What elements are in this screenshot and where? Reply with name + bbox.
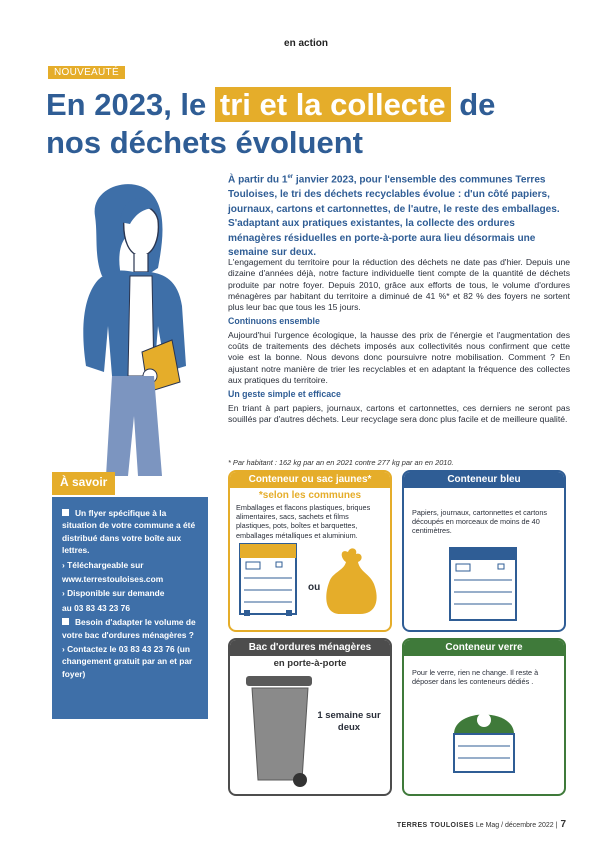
page-footer xyxy=(0,819,566,830)
card-om-frequency: 1 semaine sur deux xyxy=(317,710,381,733)
grey-wheelie-bin-icon xyxy=(242,676,322,790)
green-glass-container-icon xyxy=(404,694,564,774)
body-paragraph-1: L'engagement du territoire pour la réduction des déchets ne date pas d'hier. Depuis une dizaine d'années déjà, notre facture individuelle tient compte de la quantité de déchets produite par notre foyer. Depuis 2010, grâce aux efforts de tous, le volume d'ordures ménagères par habitant du territoire a diminué de 41 %* et 82 % des foyers ne sortent plus leur bac que tous les 15 jours. xyxy=(228,257,570,313)
title-part1: En 2023, le xyxy=(46,87,207,122)
title-line2: nos déchets évoluent xyxy=(46,125,363,160)
a-savoir-tag: À savoir xyxy=(52,472,115,495)
nouveaute-badge: NOUVEAUTÉ xyxy=(48,66,125,79)
page-number: 7 xyxy=(560,819,566,830)
subheading-continuons: Continuons ensemble xyxy=(228,316,320,327)
card-conteneur-verre xyxy=(402,638,566,796)
card-om-subtitle: en porte-à-porte xyxy=(273,658,347,669)
card-conteneur-jaune xyxy=(228,470,392,632)
card-verre-text: Pour le verre, rien ne change. Il reste à déposer dans les conteneurs dédiés . xyxy=(412,668,539,687)
title-part2: de xyxy=(459,87,496,122)
card-verre-title: Conteneur verre xyxy=(404,640,564,656)
card-bleu-title: Conteneur bleu xyxy=(404,472,564,488)
card-bleu-text: Papiers, journaux, cartonnettes et cartons découpés en morceaux de moins de 40 centimètres. xyxy=(412,508,548,536)
article-title xyxy=(46,86,566,162)
card-jaune-or: ou xyxy=(308,582,321,593)
footnote: * Par habitant : 162 kg par an en 2021 contre 277 kg par an en 2010. xyxy=(228,458,454,467)
a-savoir-box: Un flyer spécifique à la situation de votre commune a été distribué dans votre boîte aux lettres. › Téléchargeable sur www.terrestouloises.com › Disponible sur demande au 03 83 43 23 76 Besoin d'adapter le volume de votre bac d'ordures ménagères ? › Contactez le 03 83 43 23 76 (un changement gratuit par an et par foyer) xyxy=(52,497,208,719)
intro-paragraph: À partir du 1er janvier 2023, pour l'ensemble des communes Terres Touloises, le tri des déchets recyclables évolue : d'un côté papiers, journaux, cartons et cartonnettes, de l'autre, le reste des emballages. S'adaptant aux pratiques existantes, la collecte des ordures ménagères résiduelles en porte-à-porte aura lieu désormais une semaine sur deux. xyxy=(228,174,560,259)
card-jaune-subtitle: *selon les communes xyxy=(258,490,362,501)
article-body xyxy=(228,257,570,428)
square-bullet-icon xyxy=(62,509,69,516)
card-jaune-text: Emballages et flacons plastiques, briques alimentaires, sacs, sachets et films plastiques, pots, boîtes et barquettes, emballages métalliques et aluminium. xyxy=(236,503,371,540)
section-label: en action xyxy=(284,38,328,49)
square-bullet-icon xyxy=(62,618,69,625)
body-paragraph-3: En triant à part papiers, journaux, cartons et cartonnettes, ces derniers ne seront pas souillés par d'autres déchets. Leur recyclage sera donc plus facile et de meilleure qualité. xyxy=(228,402,570,424)
blue-bin-icon xyxy=(404,544,564,624)
yellow-bin-and-bag-icon xyxy=(230,540,390,620)
card-om-title: Bac d'ordures ménagères xyxy=(230,640,390,656)
card-jaune-title: Conteneur ou sac jaunes* xyxy=(230,472,390,488)
subheading-geste: Un geste simple et efficace xyxy=(228,389,341,400)
body-paragraph-2: Aujourd'hui l'urgence écologique, la hausse des prix de l'énergie et l'augmentation des coûts de traitements des déchets imposés aux collectivités nous confirment que cette voie est la bonne. Nous devons donc poursuivre notre mobilisation. Comment ? En ajustant notre manière de trier les recyclables et en adaptant la fréquence des collectes aux pratiques du territoire. xyxy=(228,329,570,385)
footer-mag: Le Mag / décembre 2022 | xyxy=(473,822,558,829)
card-conteneur-bleu xyxy=(402,470,566,632)
footer-brand: TERRES TOULOISES xyxy=(396,822,474,829)
title-highlight: tri et la collecte xyxy=(215,87,451,122)
woman-illustration xyxy=(50,176,225,476)
card-ordures-menageres xyxy=(228,638,392,796)
